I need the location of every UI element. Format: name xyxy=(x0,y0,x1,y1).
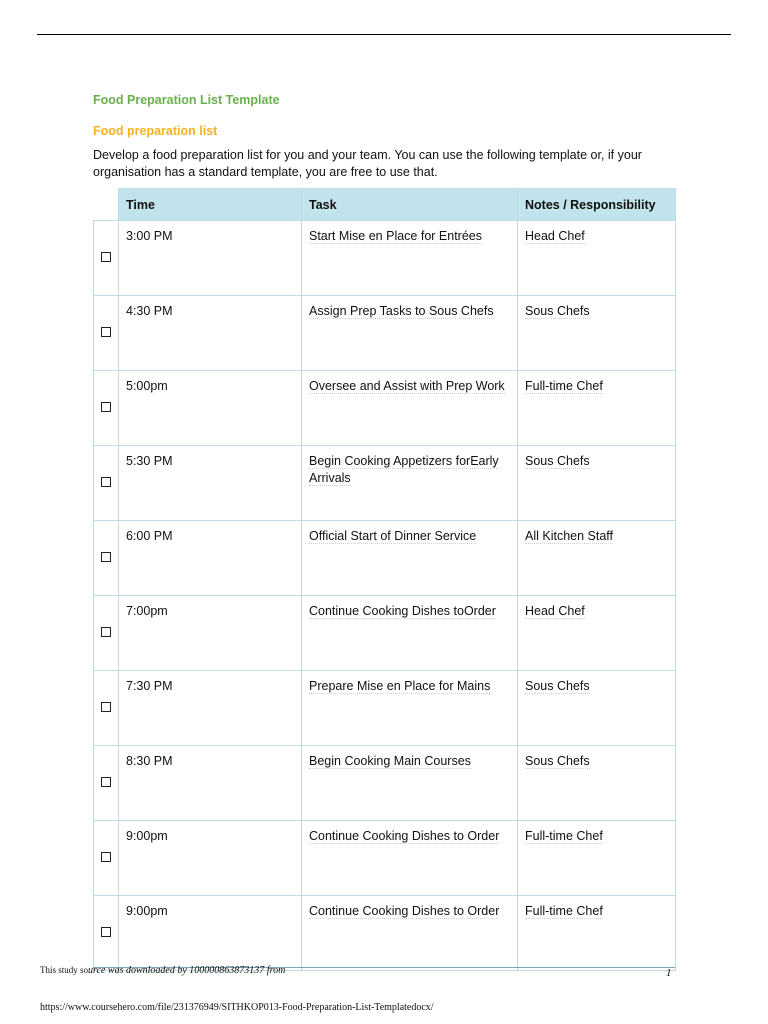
time-cell: 7:00pm xyxy=(119,596,302,671)
task-cell xyxy=(302,671,518,746)
time-cell: 6:00 PM xyxy=(119,521,302,596)
row-checkbox-cell xyxy=(94,671,119,746)
notes-text: Full-time Chef xyxy=(525,379,603,393)
row-checkbox-cell xyxy=(94,896,119,971)
table-row xyxy=(94,296,676,371)
time-cell: 3:00 PM xyxy=(119,221,302,296)
notes-text: Full-time Chef xyxy=(525,829,603,843)
checkbox[interactable] xyxy=(101,402,111,412)
table-row xyxy=(94,746,676,821)
task-text: Start Mise en Place for Entrées xyxy=(309,229,482,243)
time-cell: 5:00pm xyxy=(119,371,302,446)
task-cell xyxy=(302,221,518,296)
food-prep-table xyxy=(93,188,676,971)
table-row xyxy=(94,446,676,521)
time-cell: 7:30 PM xyxy=(119,671,302,746)
notes-cell xyxy=(518,296,676,371)
time-cell: 5:30 PM xyxy=(119,446,302,521)
notes-cell xyxy=(518,521,676,596)
table-row xyxy=(94,896,676,971)
document-title: Food Preparation List Template xyxy=(93,93,280,107)
footer-source-text: This study source was downloaded by 100000863873137 from xyxy=(40,965,286,976)
table-row xyxy=(94,221,676,296)
time-column-header: Time xyxy=(119,189,302,221)
notes-cell xyxy=(518,371,676,446)
task-cell xyxy=(302,746,518,821)
checkbox[interactable] xyxy=(101,852,111,862)
header-rule xyxy=(37,34,731,35)
row-checkbox-cell xyxy=(94,221,119,296)
table-row xyxy=(94,521,676,596)
task-text: Assign Prep Tasks to Sous Chefs xyxy=(309,304,494,318)
time-cell: 4:30 PM xyxy=(119,296,302,371)
task-cell xyxy=(302,296,518,371)
task-text: Oversee and Assist with Prep Work xyxy=(309,379,505,393)
checkbox[interactable] xyxy=(101,627,111,637)
page-number: 1 xyxy=(666,967,672,979)
checkbox[interactable] xyxy=(101,702,111,712)
checkbox[interactable] xyxy=(101,777,111,787)
table-row xyxy=(94,821,676,896)
task-text: Begin Cooking Main Courses xyxy=(309,754,471,768)
notes-text: Head Chef xyxy=(525,229,585,243)
task-text: Official Start of Dinner Service xyxy=(309,529,477,543)
notes-cell xyxy=(518,821,676,896)
task-cell xyxy=(302,371,518,446)
row-checkbox-cell xyxy=(94,446,119,521)
time-cell: 9:00pm xyxy=(119,821,302,896)
table-row xyxy=(94,371,676,446)
notes-cell xyxy=(518,671,676,746)
checkbox-column-header xyxy=(94,189,119,221)
table-row xyxy=(94,671,676,746)
checkbox[interactable] xyxy=(101,552,111,562)
notes-cell xyxy=(518,446,676,521)
notes-cell xyxy=(518,746,676,821)
row-checkbox-cell xyxy=(94,296,119,371)
checkbox[interactable] xyxy=(101,927,111,937)
notes-text: Head Chef xyxy=(525,604,585,618)
section-title: Food preparation list xyxy=(93,124,218,138)
table-row xyxy=(94,596,676,671)
task-text: Continue Cooking Dishes toOrder xyxy=(309,604,496,618)
intro-paragraph: Develop a food preparation list for you and your team. You can use the following template or, if your organisation has a standard template, you are free to use that. xyxy=(93,148,642,179)
task-cell xyxy=(302,596,518,671)
time-cell: 8:30 PM xyxy=(119,746,302,821)
row-checkbox-cell xyxy=(94,746,119,821)
task-text: Continue Cooking Dishes to Order xyxy=(309,829,500,843)
notes-cell xyxy=(518,896,676,971)
notes-text: All Kitchen Staff xyxy=(525,529,614,543)
notes-text: Sous Chefs xyxy=(525,679,590,693)
row-checkbox-cell xyxy=(94,596,119,671)
notes-text: Sous Chefs xyxy=(525,304,590,318)
notes-cell xyxy=(518,221,676,296)
checkbox[interactable] xyxy=(101,252,111,262)
notes-column-header: Notes / Responsibility xyxy=(518,189,676,221)
task-text: Begin Cooking Appetizers forEarly Arrivals xyxy=(309,454,499,485)
task-cell xyxy=(302,446,518,521)
task-column-header: Task xyxy=(302,189,518,221)
row-checkbox-cell xyxy=(94,371,119,446)
row-checkbox-cell xyxy=(94,821,119,896)
time-cell: 9:00pm xyxy=(119,896,302,971)
task-cell xyxy=(302,821,518,896)
table-header-row xyxy=(94,189,676,221)
checkbox[interactable] xyxy=(101,477,111,487)
footer-url[interactable]: https://www.coursehero.com/file/231376949/SITHKOP013-Food-Preparation-List-Templatedocx/ xyxy=(40,1002,434,1013)
notes-text: Sous Chefs xyxy=(525,754,590,768)
notes-text: Full-time Chef xyxy=(525,904,603,918)
row-checkbox-cell xyxy=(94,521,119,596)
notes-cell xyxy=(518,596,676,671)
task-text: Prepare Mise en Place for Mains xyxy=(309,679,491,693)
task-cell xyxy=(302,521,518,596)
notes-text: Sous Chefs xyxy=(525,454,590,468)
task-text: Continue Cooking Dishes to Order xyxy=(309,904,500,918)
task-cell xyxy=(302,896,518,971)
checkbox[interactable] xyxy=(101,327,111,337)
